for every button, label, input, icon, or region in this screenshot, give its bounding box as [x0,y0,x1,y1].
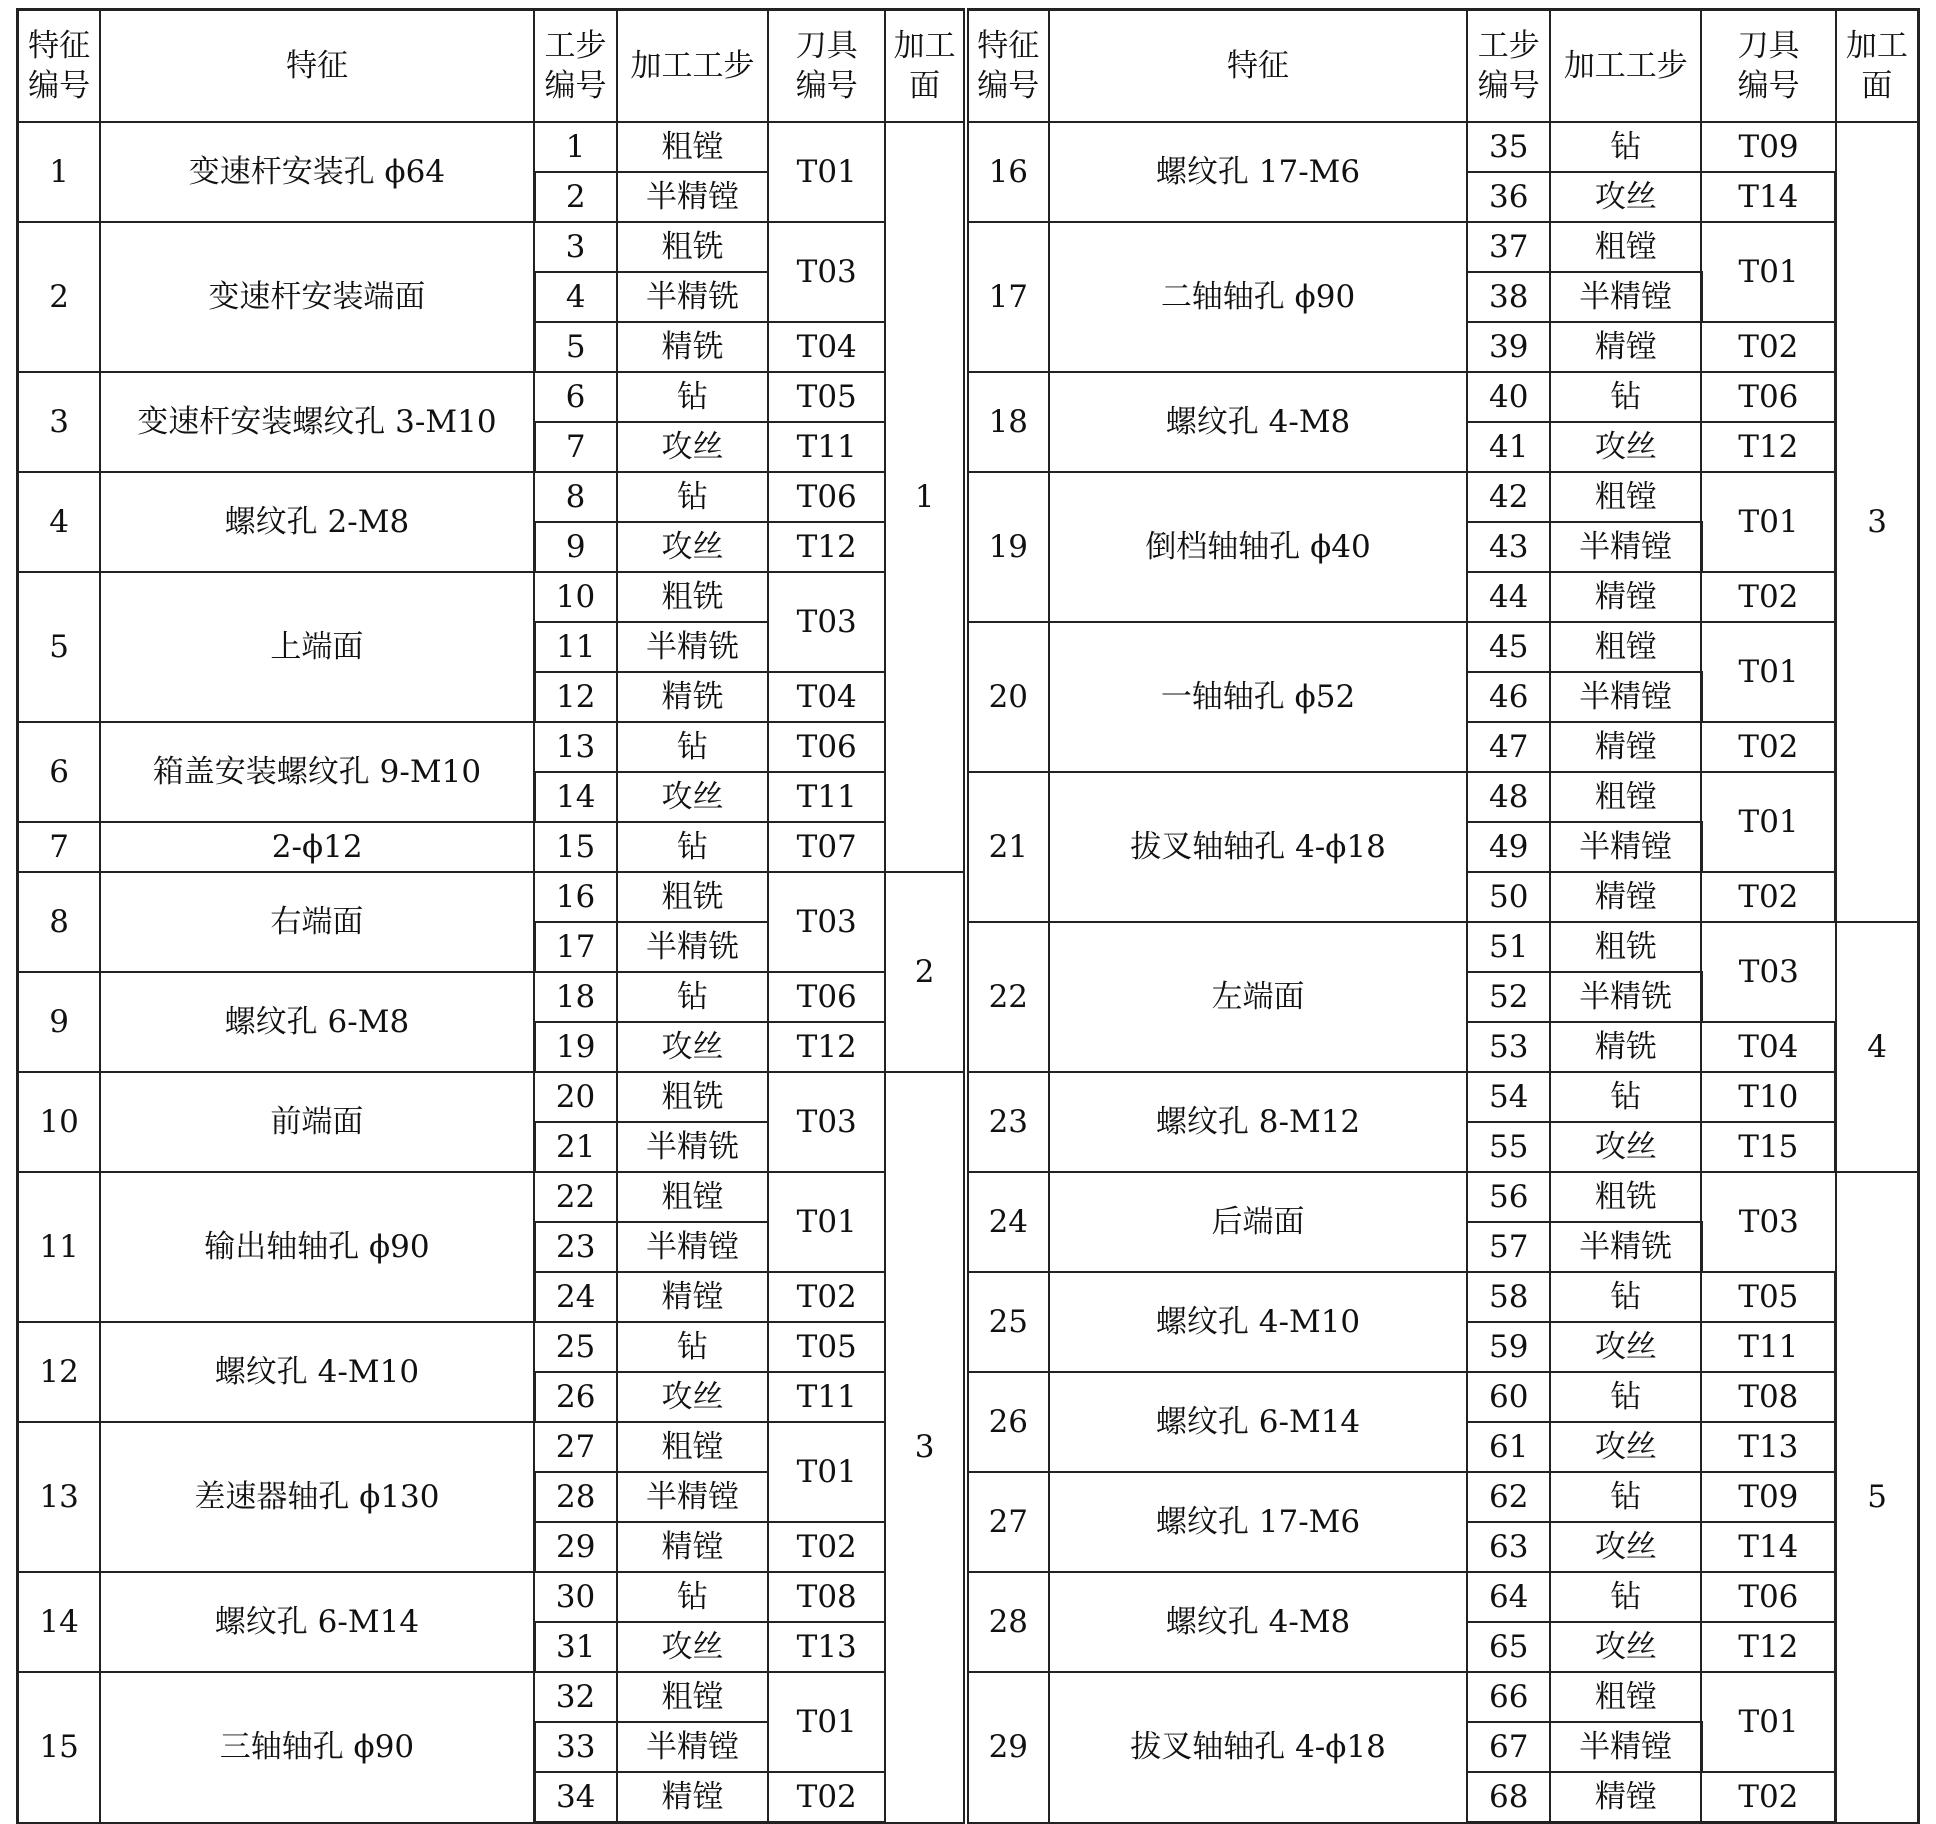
tool-id: T06 [1701,1572,1835,1622]
tool-id: T01 [1701,772,1835,872]
process-step: 半精铣 [1550,1222,1701,1272]
feature-name: 倒档轴轴孔 ϕ40 [1049,472,1468,622]
feature-id: 25 [966,1272,1049,1372]
step-id: 13 [534,722,617,772]
feature-name: 2-ϕ12 [100,822,534,872]
process-step: 粗镗 [617,1672,768,1722]
process-step: 攻丝 [617,1622,768,1672]
feature-name: 箱盖安装螺纹孔 9-M10 [100,722,534,822]
feature-id: 9 [18,972,101,1072]
header-process-step: 加工工步 [1550,10,1701,123]
step-id: 20 [534,1072,617,1122]
feature-name: 一轴轴孔 ϕ52 [1049,622,1468,772]
step-id: 43 [1467,522,1550,572]
process-step: 粗铣 [617,222,768,272]
feature-id: 18 [966,372,1049,472]
table-row [18,122,1919,172]
tool-id: T03 [1701,922,1835,1022]
process-step: 半精镗 [1550,672,1701,722]
tool-id: T05 [1701,1272,1835,1322]
table-row [18,472,1919,522]
process-step: 粗铣 [1550,922,1701,972]
step-id: 31 [534,1622,617,1672]
step-id: 51 [1467,922,1550,972]
step-id: 65 [1467,1622,1550,1672]
header-tool-id: 刀具 编号 [1701,10,1835,123]
feature-id: 3 [18,372,101,472]
step-id: 32 [534,1672,617,1722]
tool-id: T11 [768,422,885,472]
tool-id: T01 [768,122,885,222]
step-id: 67 [1467,1722,1550,1772]
tool-id: T15 [1701,1122,1835,1172]
step-id: 61 [1467,1422,1550,1472]
process-step: 精镗 [617,1272,768,1322]
process-step: 钻 [1550,1372,1701,1422]
process-step: 粗镗 [1550,622,1701,672]
table-row [18,1572,1919,1622]
process-step: 钻 [617,372,768,422]
step-id: 39 [1467,322,1550,372]
step-id: 9 [534,522,617,572]
step-id: 38 [1467,272,1550,322]
feature-id: 5 [18,572,101,722]
tool-id: T03 [768,872,885,972]
machining-face: 1 [885,122,966,872]
process-step: 半精镗 [1550,1722,1701,1772]
feature-id: 22 [966,922,1049,1072]
tool-id: T02 [768,1272,885,1322]
feature-name: 后端面 [1049,1172,1468,1272]
process-step: 粗镗 [1550,1672,1701,1722]
tool-id: T03 [768,1072,885,1172]
tool-id: T09 [1701,122,1835,172]
feature-id: 15 [18,1672,101,1823]
tool-id: T02 [1701,872,1835,922]
feature-name: 螺纹孔 2-M8 [100,472,534,572]
step-id: 34 [534,1772,617,1823]
step-id: 53 [1467,1022,1550,1072]
step-id: 5 [534,322,617,372]
feature-name: 螺纹孔 8-M12 [1049,1072,1468,1172]
step-id: 21 [534,1122,617,1172]
tool-id: T03 [768,572,885,672]
tool-id: T02 [1701,722,1835,772]
process-step: 精镗 [1550,572,1701,622]
tool-id: T01 [768,1422,885,1522]
process-step: 半精镗 [617,1472,768,1522]
process-step: 粗铣 [617,872,768,922]
step-id: 58 [1467,1272,1550,1322]
feature-name: 螺纹孔 4-M8 [1049,1572,1468,1672]
step-id: 56 [1467,1172,1550,1222]
feature-id: 16 [966,122,1049,222]
step-id: 22 [534,1172,617,1222]
feature-name: 差速器轴孔 ϕ130 [100,1422,534,1572]
feature-id: 23 [966,1072,1049,1172]
process-step: 半精铣 [617,922,768,972]
tool-id: T05 [768,372,885,422]
header-feature-id: 特征 编号 [966,10,1049,123]
table-row [18,1072,1919,1122]
step-id: 54 [1467,1072,1550,1122]
step-id: 12 [534,672,617,722]
feature-id: 26 [966,1372,1049,1472]
tool-id: T06 [1701,372,1835,422]
tool-id: T07 [768,822,885,872]
step-id: 4 [534,272,617,322]
tool-id: T12 [768,522,885,572]
process-step: 攻丝 [1550,1522,1701,1572]
process-step: 半精铣 [1550,972,1701,1022]
process-step: 钻 [617,1322,768,1372]
step-id: 62 [1467,1472,1550,1522]
header-step-id: 工步 编号 [534,10,617,123]
tool-id: T11 [1701,1322,1835,1372]
feature-name: 三轴轴孔 ϕ90 [100,1672,534,1823]
process-step: 钻 [1550,1572,1701,1622]
step-id: 42 [1467,472,1550,522]
tool-id: T01 [768,1672,885,1772]
feature-name: 变速杆安装孔 ϕ64 [100,122,534,222]
step-id: 68 [1467,1772,1550,1823]
tool-id: T10 [1701,1072,1835,1122]
process-step: 半精铣 [617,272,768,322]
step-id: 18 [534,972,617,1022]
process-step: 半精铣 [617,622,768,672]
step-id: 16 [534,872,617,922]
tool-id: T01 [1701,622,1835,722]
feature-name: 输出轴轴孔 ϕ90 [100,1172,534,1322]
tool-id: T01 [1701,1672,1835,1772]
feature-name: 螺纹孔 4-M10 [1049,1272,1468,1372]
machining-face: 3 [885,1072,966,1823]
header-tool-id: 刀具 编号 [768,10,885,123]
machining-face: 3 [1836,122,1919,922]
header-process-step: 加工工步 [617,10,768,123]
feature-id: 6 [18,722,101,822]
step-id: 57 [1467,1222,1550,1272]
tool-id: T03 [1701,1172,1835,1272]
step-id: 37 [1467,222,1550,272]
step-id: 7 [534,422,617,472]
step-id: 33 [534,1722,617,1772]
process-step: 粗镗 [1550,772,1701,822]
feature-id: 28 [966,1572,1049,1672]
process-step: 半精镗 [1550,522,1701,572]
tool-id: T08 [768,1572,885,1622]
step-id: 30 [534,1572,617,1622]
process-step: 钻 [617,822,768,872]
process-step: 半精镗 [1550,822,1701,872]
step-id: 36 [1467,172,1550,222]
process-step: 攻丝 [617,1022,768,1072]
process-step: 粗镗 [1550,222,1701,272]
process-step: 钻 [1550,372,1701,422]
process-step: 粗铣 [617,572,768,622]
feature-id: 7 [18,822,101,872]
process-step: 精铣 [617,672,768,722]
table-row [18,222,1919,272]
process-step: 半精镗 [617,1222,768,1272]
feature-name: 左端面 [1049,922,1468,1072]
process-step: 钻 [1550,1472,1701,1522]
feature-id: 2 [18,222,101,372]
process-step: 钻 [1550,122,1701,172]
feature-name: 变速杆安装螺纹孔 3-M10 [100,372,534,472]
feature-id: 29 [966,1672,1049,1823]
process-step: 攻丝 [617,422,768,472]
step-id: 23 [534,1222,617,1272]
tool-id: T12 [1701,1622,1835,1672]
process-step: 半精镗 [617,172,768,222]
process-step: 粗铣 [1550,1172,1701,1222]
process-step: 精铣 [617,322,768,372]
tool-id: T11 [768,772,885,822]
process-step: 精镗 [1550,722,1701,772]
tool-id: T03 [768,222,885,322]
process-step: 攻丝 [617,1372,768,1422]
header-feature-id: 特征 编号 [18,10,101,123]
step-id: 48 [1467,772,1550,822]
step-id: 15 [534,822,617,872]
step-id: 44 [1467,572,1550,622]
process-step: 攻丝 [1550,172,1701,222]
tool-id: T11 [768,1372,885,1422]
process-step: 攻丝 [1550,1622,1701,1672]
feature-id: 27 [966,1472,1049,1572]
feature-name: 右端面 [100,872,534,972]
process-step: 精铣 [1550,1022,1701,1072]
tool-id: T12 [1701,422,1835,472]
step-id: 55 [1467,1122,1550,1172]
feature-id: 19 [966,472,1049,622]
feature-name: 上端面 [100,572,534,722]
step-id: 26 [534,1372,617,1422]
feature-name: 螺纹孔 4-M8 [1049,372,1468,472]
machining-face: 4 [1836,922,1919,1172]
step-id: 27 [534,1422,617,1472]
step-id: 24 [534,1272,617,1322]
tool-id: T04 [1701,1022,1835,1072]
feature-id: 14 [18,1572,101,1672]
feature-id: 11 [18,1172,101,1322]
process-step: 钻 [1550,1072,1701,1122]
tool-id: T01 [768,1172,885,1272]
table-row [18,372,1919,422]
tool-id: T13 [768,1622,885,1672]
tool-id: T14 [1701,1522,1835,1572]
feature-name: 螺纹孔 17-M6 [1049,122,1468,222]
step-id: 50 [1467,872,1550,922]
tool-id: T02 [1701,572,1835,622]
tool-id: T06 [768,472,885,522]
feature-id: 10 [18,1072,101,1172]
tool-id: T06 [768,972,885,1022]
step-id: 64 [1467,1572,1550,1622]
feature-name: 螺纹孔 17-M6 [1049,1472,1468,1572]
process-step: 半精铣 [617,1122,768,1172]
feature-name: 前端面 [100,1072,534,1172]
feature-name: 螺纹孔 6-M14 [100,1572,534,1672]
header-machining-face: 加工 面 [885,10,966,123]
step-id: 10 [534,572,617,622]
step-id: 2 [534,172,617,222]
tool-id: T13 [1701,1422,1835,1472]
feature-id: 21 [966,772,1049,922]
tool-id: T02 [768,1522,885,1572]
process-step: 攻丝 [617,522,768,572]
tool-id: T06 [768,722,885,772]
table-body [18,122,1919,1823]
process-step: 攻丝 [1550,1322,1701,1372]
tool-id: T09 [1701,1472,1835,1522]
process-step: 精镗 [1550,322,1701,372]
step-id: 59 [1467,1322,1550,1372]
process-step: 钻 [1550,1272,1701,1322]
tool-id: T01 [1701,222,1835,322]
process-step: 攻丝 [1550,1122,1701,1172]
step-id: 47 [1467,722,1550,772]
feature-name: 拔叉轴轴孔 4-ϕ18 [1049,1672,1468,1823]
process-step: 精镗 [1550,1772,1701,1823]
process-step: 粗镗 [617,1422,768,1472]
header-row [18,10,1919,123]
step-id: 1 [534,122,617,172]
process-step: 钻 [617,472,768,522]
step-id: 3 [534,222,617,272]
tool-id: T05 [768,1322,885,1372]
tool-id: T02 [768,1772,885,1823]
process-step: 精镗 [617,1522,768,1572]
process-step: 钻 [617,972,768,1022]
feature-name: 变速杆安装端面 [100,222,534,372]
step-id: 66 [1467,1672,1550,1722]
header-step-id: 工步 编号 [1467,10,1550,123]
feature-id: 17 [966,222,1049,372]
feature-name: 拔叉轴轴孔 4-ϕ18 [1049,772,1468,922]
tool-id: T14 [1701,172,1835,222]
step-id: 14 [534,772,617,822]
process-step: 精镗 [1550,872,1701,922]
process-step: 半精镗 [1550,272,1701,322]
step-id: 6 [534,372,617,422]
feature-name: 二轴轴孔 ϕ90 [1049,222,1468,372]
feature-id: 12 [18,1322,101,1422]
process-step: 攻丝 [617,772,768,822]
feature-name: 螺纹孔 4-M10 [100,1322,534,1422]
process-table [16,8,1920,1824]
tool-id: T02 [1701,322,1835,372]
header-machining-face: 加工 面 [1836,10,1919,123]
step-id: 40 [1467,372,1550,422]
step-id: 52 [1467,972,1550,1022]
process-step: 钻 [617,1572,768,1622]
table-row [18,1672,1919,1722]
process-step: 粗镗 [617,122,768,172]
step-id: 19 [534,1022,617,1072]
step-id: 29 [534,1522,617,1572]
process-step: 攻丝 [1550,422,1701,472]
process-step: 攻丝 [1550,1422,1701,1472]
tool-id: T12 [768,1022,885,1072]
step-id: 25 [534,1322,617,1372]
header-feature: 特征 [100,10,534,123]
feature-id: 24 [966,1172,1049,1272]
feature-id: 1 [18,122,101,222]
step-id: 60 [1467,1372,1550,1422]
machining-face: 5 [1836,1172,1919,1823]
feature-name: 螺纹孔 6-M14 [1049,1372,1468,1472]
feature-name: 螺纹孔 6-M8 [100,972,534,1072]
process-step: 精镗 [617,1772,768,1823]
step-id: 49 [1467,822,1550,872]
tool-id: T01 [1701,472,1835,572]
tool-id: T04 [768,322,885,372]
process-step: 半精镗 [617,1722,768,1772]
step-id: 41 [1467,422,1550,472]
step-id: 17 [534,922,617,972]
step-id: 28 [534,1472,617,1522]
tool-id: T04 [768,672,885,722]
step-id: 45 [1467,622,1550,672]
process-step: 粗镗 [617,1172,768,1222]
step-id: 46 [1467,672,1550,722]
step-id: 8 [534,472,617,522]
feature-id: 4 [18,472,101,572]
process-step: 钻 [617,722,768,772]
feature-id: 8 [18,872,101,972]
header-feature: 特征 [1049,10,1468,123]
process-step: 粗铣 [617,1072,768,1122]
machining-face: 2 [885,872,966,1072]
process-step: 粗镗 [1550,472,1701,522]
step-id: 63 [1467,1522,1550,1572]
step-id: 35 [1467,122,1550,172]
feature-id: 13 [18,1422,101,1572]
process-table-wrapper [16,8,1920,1816]
tool-id: T08 [1701,1372,1835,1422]
feature-id: 20 [966,622,1049,772]
step-id: 11 [534,622,617,672]
tool-id: T02 [1701,1772,1835,1823]
table-row [18,1172,1919,1222]
